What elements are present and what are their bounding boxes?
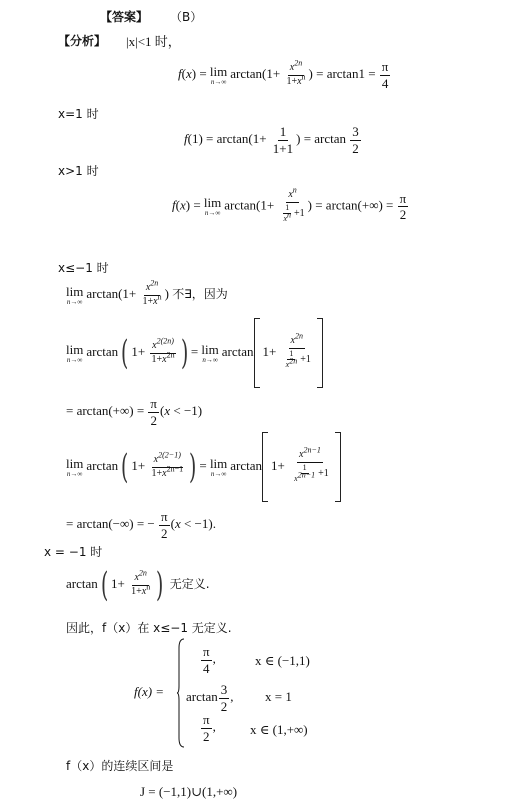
piecewise-fx: f(x) = <box>134 684 165 699</box>
case4-even-result: = arctan(+∞) = $\frac{\pi}{2}$ (x < −1) <box>66 396 203 428</box>
case4-limit-line: lim n→∞ arctan(1+ $\frac{x^{2n}}{1+x^n}$ ) 不∃，因为 <box>66 278 228 307</box>
answer-value: （B） <box>170 10 203 24</box>
case1-condition: |x|<1 时， <box>126 34 181 49</box>
case1-equation: f(x) = lim n→∞ arctan(1+ $\frac{x^{2n}}{1+x^n}$ ) = arctan1 = $\frac{\pi}{4}$ <box>178 58 389 91</box>
case5-condition: x = −1 时 <box>44 545 103 559</box>
piecewise-row-1: $\frac{\pi}{4}$ , <box>203 644 216 676</box>
case2-condition: x=1 时 <box>58 107 99 121</box>
case4-even-limit: lim n→∞ arctan( 1+ $\frac{x^{2(2n)}}{1+x^{2n}}$ ) = lim n→∞ arctan 1+ $x^{2n}$ $\frac{1}{x^{2n}}$ +1 <box>66 318 323 388</box>
case4-condition: x≤−1 时 <box>58 261 109 275</box>
piecewise-row-3: $\frac{\pi}{2}$ , <box>203 712 216 744</box>
piecewise-row-2: arctan $\frac{3}{2}$ , <box>186 682 234 714</box>
analysis-label: 【分析】 <box>58 34 107 48</box>
case2-equation: f(1) = arctan(1+ $\frac{1}{1+1}$ ) = arctan $\frac{3}{2}$ <box>184 124 359 156</box>
piecewise-row-3-domain: x ∈ (1,+∞) <box>250 722 308 737</box>
continuity-result: J = (−1,1)∪(1,+∞) <box>140 784 238 799</box>
piecewise-row-1-domain: x ∈ (−1,1) <box>255 653 310 668</box>
conclusion-text: 因此，f（x）在 x≤−1 无定义. <box>66 621 232 635</box>
piecewise-row-2-domain: x = 1 <box>265 689 292 704</box>
case4-odd-result: = arctan(−∞) = − $\frac{\pi}{2}$ (x < −1). <box>66 509 216 541</box>
case3-condition: x>1 时 <box>58 164 99 178</box>
left-brace-icon <box>177 638 185 748</box>
answer-label: 【答案】 <box>100 10 149 24</box>
case3-equation: f(x) = lim n→∞ arctan(1+ $x^n$ $\frac{1}{x^n}$ +1 ) = arctan(+∞) = $\frac{\pi}{2}$ <box>172 185 407 223</box>
case4-odd-limit: lim n→∞ arctan( 1+ $\frac{x^{2(2-1)}}{1+x^{2n-1}}$ ) = lim n→∞ arctan 1+ $x^{2n-1}$ $\frac{1}{x^{2n-1}}$ +1 <box>66 432 341 502</box>
case5-expression: arctan( 1+ $\frac{x^{2n}}{1+x^n}$ ) 无定义. <box>66 565 210 605</box>
continuity-text: f（x）的连续区间是 <box>66 759 174 773</box>
